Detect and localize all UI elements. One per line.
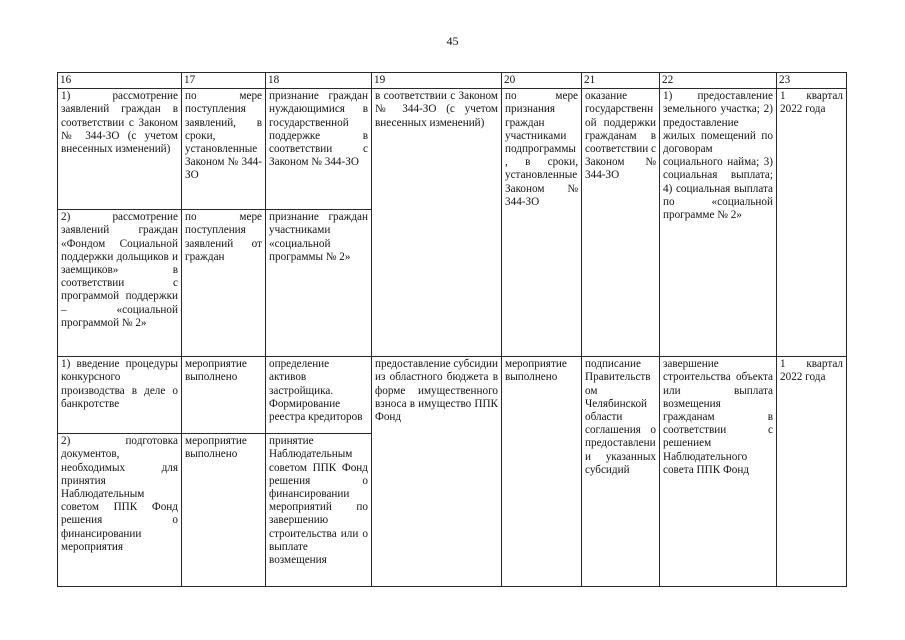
column-header: 16 bbox=[58, 73, 182, 89]
column-number-row bbox=[58, 73, 847, 89]
table-cell: 2) подготовка документов, необходимых для принятия Наблюдательным советом ППК Фонд решения о финансировании мероприятия bbox=[58, 434, 182, 587]
column-header: 20 bbox=[502, 73, 582, 89]
table-cell: признание граждан участниками «социальной программы № 2» bbox=[266, 210, 372, 357]
column-header: 18 bbox=[266, 73, 372, 89]
table-cell: 2) рассмотрение заявлений граждан «Фондом Социальной поддержки дольщиков и заемщиков» в соответствии с программой поддержки – «социальной программой № 2» bbox=[58, 210, 182, 357]
table-cell: по мере признания граждан участниками подпрограммы, в сроки, установленные Законом № 344-ЗО bbox=[502, 89, 582, 357]
table-cell: 1) предоставление земельного участка; 2) предоставление жилых помещений по договорам социального найма; 3) социальная выплата; 4) социальная выплата по «социальной программе № 2» bbox=[660, 89, 777, 357]
table-cell: принятие Наблюдательным советом ППК Фонд решения о финансировании мероприятий по завершению строительства или о выплате возмещения bbox=[266, 434, 372, 587]
data-table bbox=[57, 72, 847, 587]
column-header: 22 bbox=[660, 73, 777, 89]
column-header: 21 bbox=[582, 73, 660, 89]
table-cell: 1 квартал 2022 года bbox=[777, 89, 847, 357]
table-cell: 1) введение процедуры конкурсного производства в деле о банкротстве bbox=[58, 357, 182, 434]
table-cell: мероприятие выполнено bbox=[182, 434, 266, 587]
table-cell: 1) рассмотрение заявлений граждан в соответствии с Законом № 344-ЗО (с учетом внесенных изменений) bbox=[58, 89, 182, 210]
table-cell: 1 квартал 2022 года bbox=[777, 357, 847, 587]
table-cell: мероприятие выполнено bbox=[182, 357, 266, 434]
table-cell: оказание государственной поддержки гражданам в соответствии с Законом № 344-ЗО bbox=[582, 89, 660, 357]
table-row bbox=[58, 89, 847, 210]
table-cell: по мере поступления заявлений, в сроки, установленные Законом № 344-ЗО bbox=[182, 89, 266, 210]
table-cell: предоставление субсидии из областного бюджета в форме имущественного взноса в имущество ППК Фонд bbox=[372, 357, 502, 587]
table-cell: определение активов застройщика. Формирование реестра кредиторов bbox=[266, 357, 372, 434]
column-header: 23 bbox=[777, 73, 847, 89]
table-row bbox=[58, 357, 847, 434]
table-cell: завершение строительства объекта или выплата возмещения гражданам в соответствии с решением Наблюдательного совета ППК Фонд bbox=[660, 357, 777, 587]
page-number: 45 bbox=[446, 34, 459, 48]
table-cell: признание граждан нуждающимися в государственной поддержке в соответствии с Законом № 344-ЗО bbox=[266, 89, 372, 210]
column-header: 19 bbox=[372, 73, 502, 89]
column-header: 17 bbox=[182, 73, 266, 89]
table-cell: мероприятие выполнено bbox=[502, 357, 582, 587]
table-cell: по мере поступления заявлений от граждан bbox=[182, 210, 266, 357]
table-cell: подписание Правительством Челябинской области соглашения о предоставлении указанных субсидий bbox=[582, 357, 660, 587]
table-cell: в соответствии с Законом № 344-ЗО (с учетом внесенных изменений) bbox=[372, 89, 502, 357]
